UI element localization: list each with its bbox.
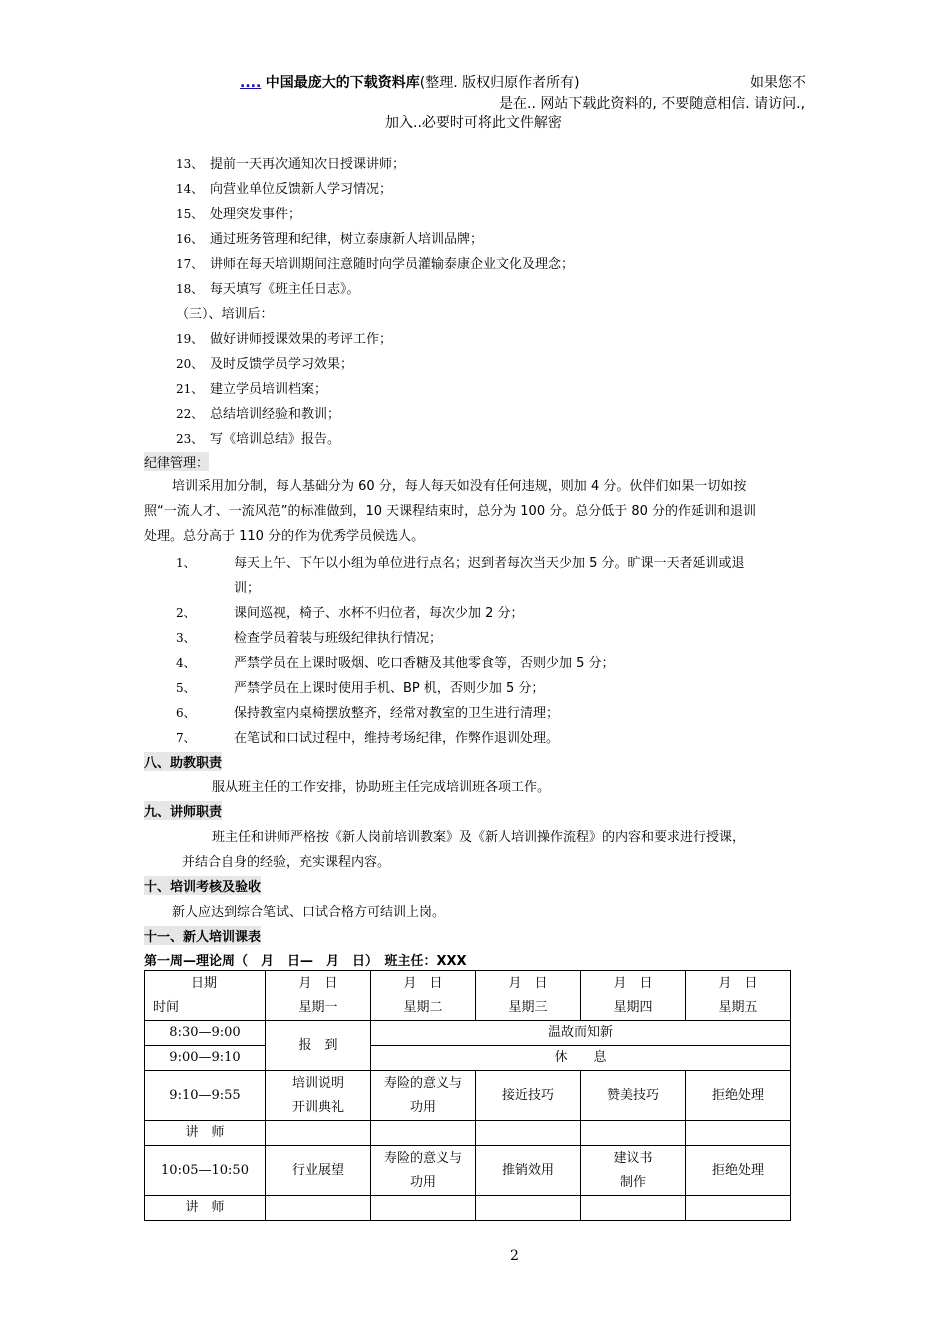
course-cell: 寿险的意义与 功用 — [371, 1071, 476, 1121]
lecturer-label: 讲 师 — [145, 1196, 266, 1221]
course-cell: 接近技巧 — [476, 1071, 581, 1121]
weekday-header: 月 日 星期五 — [686, 971, 791, 1021]
section-8-title: 八、助教职责 — [144, 752, 222, 771]
review-cell: 温故而知新 — [371, 1021, 791, 1046]
registration-cell: 报 到 — [266, 1021, 371, 1071]
discipline-rule: 5、 严禁学员在上课时使用手机、BP 机，否则少加 5 分； — [176, 681, 545, 696]
section-10-title: 十、培训考核及验收 — [144, 876, 261, 895]
section-10-body: 新人应达到综合笔试、口试合格方可结训上岗。 — [172, 905, 446, 920]
discipline-rule: 2、 课间巡视，椅子、水杯不归位者，每次少加 2 分； — [176, 606, 524, 621]
list-item: 21、 建立学员培训档案； — [176, 382, 328, 397]
lecturer-cell — [476, 1196, 581, 1221]
weekday-header: 月 日 星期二 — [371, 971, 476, 1021]
table-row — [145, 1196, 791, 1221]
header-line-1 — [240, 72, 580, 92]
lecturer-cell — [371, 1121, 476, 1146]
week-line: 第一周—理论周（ 月 日— 月 日） 班主任：XXX — [144, 954, 467, 969]
header-corner-cell — [145, 971, 266, 1021]
section-8-body: 服从班主任的工作安排，协助班主任完成培训班各项工作。 — [212, 780, 551, 795]
list-item: 23、 写《培训总结》报告。 — [176, 432, 341, 447]
lecturer-cell — [371, 1196, 476, 1221]
header-line-3: 加入..必要时可将此文件解密 — [385, 115, 562, 131]
course-cell: 拒绝处理 — [686, 1146, 791, 1196]
lecturer-cell — [266, 1196, 371, 1221]
discipline-rule-continuation: 训； — [234, 581, 261, 596]
lecturer-cell — [686, 1121, 791, 1146]
list-item: 18、 每天填写《班主任日志》。 — [176, 282, 360, 297]
discipline-rule: 3、 检查学员着装与班级纪律执行情况； — [176, 631, 443, 646]
table-row — [145, 971, 791, 1021]
header-title: 中国最庞大的下载资料库 — [265, 75, 420, 91]
date-label: 日期 — [191, 975, 218, 991]
list-item: 16、 通过班务管理和纪律，树立泰康新人培训品牌； — [176, 232, 484, 247]
weekday-header: 月 日 星期一 — [266, 971, 371, 1021]
table-row — [145, 1071, 791, 1121]
lecturer-cell — [581, 1121, 686, 1146]
course-cell: 拒绝处理 — [686, 1071, 791, 1121]
lecturer-cell — [686, 1196, 791, 1221]
header-subtitle: (整理. 版权归原作者所有) — [419, 75, 580, 91]
header-right-text: 如果您不 — [750, 75, 806, 91]
after-training-heading: （三）、培训后： — [176, 307, 274, 322]
table-row — [145, 1121, 791, 1146]
course-cell: 推销效用 — [476, 1146, 581, 1196]
discipline-paragraph-line-2: 照“一流人才、一流风范”的标准做到，10 天课程结束时，总分为 100 分。总分低于 80 分的作延训和退训 — [144, 504, 757, 519]
page-number: 2 — [510, 1248, 519, 1264]
discipline-paragraph-line-1: 培训采用加分制，每人基础分为 60 分，每人每天如没有任何违规，则加 4 分。伙伴们如果一切如按 — [172, 479, 747, 494]
weekday-header: 月 日 星期四 — [581, 971, 686, 1021]
discipline-heading: 纪律管理： — [144, 452, 209, 471]
list-item: 17、 讲师在每天培训期间注意随时向学员灌输泰康企业文化及理念； — [176, 257, 575, 272]
list-item: 20、 及时反馈学员学习效果； — [176, 357, 354, 372]
discipline-rule: 6、 保持教室内桌椅摆放整齐，经常对教室的卫生进行清理； — [176, 706, 560, 721]
course-cell: 建议书 制作 — [581, 1146, 686, 1196]
lecturer-cell — [266, 1121, 371, 1146]
section-9-body-line-2: 并结合自身的经验，充实课程内容。 — [182, 855, 391, 870]
lecturer-cell — [476, 1121, 581, 1146]
schedule-table — [144, 970, 791, 1221]
time-cell: 8:30—9:00 — [145, 1021, 266, 1046]
lecturer-label: 讲 师 — [145, 1121, 266, 1146]
header-dots-link[interactable]: .... — [240, 75, 262, 91]
discipline-rule: 4、 严禁学员在上课时吸烟、吃口香糖及其他零食等，否则少加 5 分； — [176, 656, 615, 671]
course-cell: 赞美技巧 — [581, 1071, 686, 1121]
section-11-title: 十一、新人培训课表 — [144, 926, 261, 945]
table-row — [145, 1146, 791, 1196]
course-cell: 寿险的意义与 功用 — [371, 1146, 476, 1196]
lecturer-cell — [581, 1196, 686, 1221]
time-label: 时间 — [153, 999, 180, 1015]
section-9-title: 九、讲师职责 — [144, 801, 222, 820]
break-cell: 休 息 — [371, 1046, 791, 1071]
time-cell: 9:00—9:10 — [145, 1046, 266, 1071]
course-cell: 行业展望 — [266, 1146, 371, 1196]
discipline-rule: 1、 每天上午、下午以小组为单位进行点名；迟到者每次当天少加 5 分。旷课一天者延训或退 — [176, 556, 745, 571]
weekday-header: 月 日 星期三 — [476, 971, 581, 1021]
course-cell: 培训说明 开训典礼 — [266, 1071, 371, 1121]
list-item: 14、 向营业单位反馈新人学习情况； — [176, 182, 393, 197]
discipline-paragraph-line-3: 处理。总分高于 110 分的作为优秀学员候选人。 — [144, 529, 425, 544]
discipline-rule: 7、 在笔试和口试过程中，维持考场纪律，作弊作退训处理。 — [176, 731, 560, 746]
list-item: 13、 提前一天再次通知次日授课讲师； — [176, 157, 406, 172]
table-row — [145, 1021, 791, 1046]
table-row — [145, 1046, 791, 1071]
list-item: 19、 做好讲师授课效果的考评工作； — [176, 332, 393, 347]
section-9-body-line-1: 班主任和讲师严格按《新人岗前培训教案》及《新人培训操作流程》的内容和要求进行授课， — [212, 830, 746, 845]
header-line-2: 是在.. 网站下载此资料的, 不要随意相信. 请访问., — [499, 96, 806, 112]
list-item: 22、 总结培训经验和教训； — [176, 407, 341, 422]
time-cell: 10:05—10:50 — [145, 1146, 266, 1196]
time-cell: 9:10—9:55 — [145, 1071, 266, 1121]
list-item: 15、 处理突发事件； — [176, 207, 302, 222]
